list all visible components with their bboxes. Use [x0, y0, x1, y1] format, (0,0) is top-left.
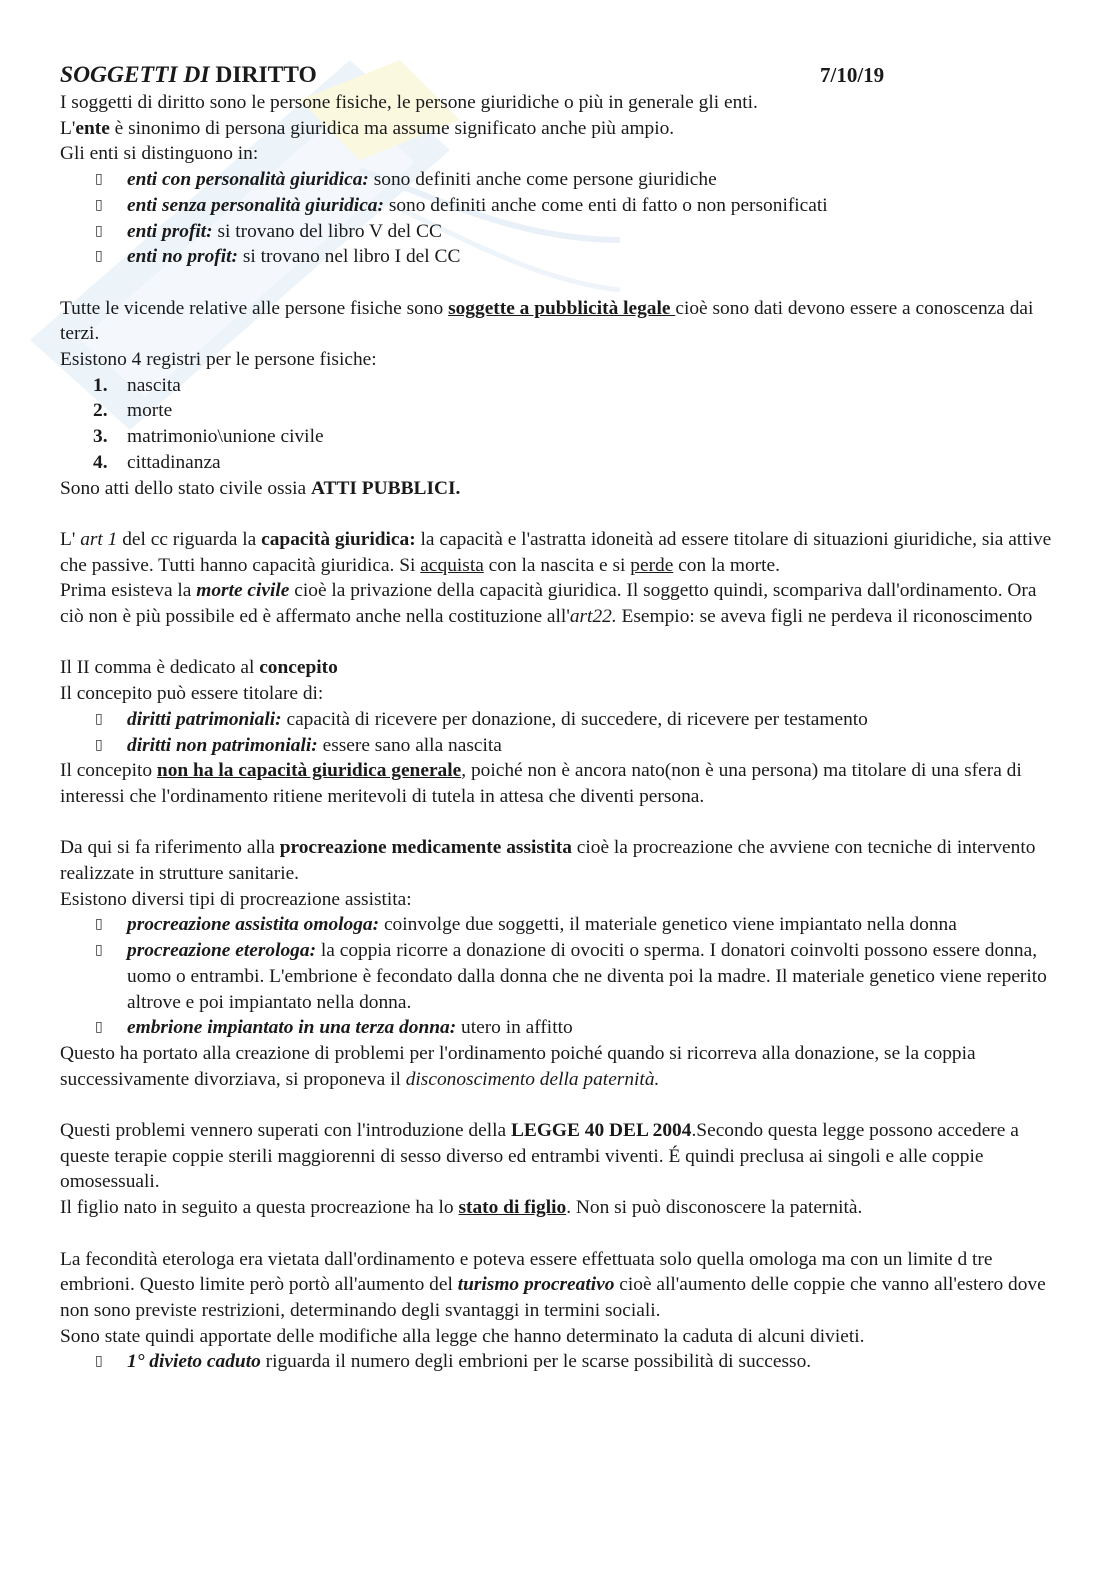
bold-term: capacità giuridica: [261, 528, 416, 550]
list-item [60, 424, 1055, 450]
bullet-marker-icon: ▯ [95, 171, 103, 188]
spacer [60, 501, 1055, 527]
text-run: cioè la privazione della capacità giuridica. Il soggetto quindi, scompariva dall'ordinamento. Ora ciò non è più possibile ed è affermato anche nella costituzione all' [60, 580, 1037, 628]
paragraph: Sono state quindi apportate delle modifiche alla legge che hanno determinato la caduta di alcuni divieti. [60, 1325, 865, 1347]
list-text: matrimonio\unione civile [127, 426, 324, 448]
bold-term: procreazione medicamente assistita [279, 837, 572, 859]
bullet-marker-icon: ▯ [95, 736, 103, 753]
paragraph: Il concepito può essere titolare di: [60, 683, 324, 705]
bullet-marker-icon: ▯ [95, 222, 103, 239]
bold-underlined-term: non ha la capacità giuridica generale [156, 760, 462, 782]
list-text: si trovano del libro V del CC [212, 220, 442, 242]
list-number: 3. [93, 426, 108, 448]
list-number: 1. [93, 374, 108, 396]
bullet-marker-icon: ▯ [95, 1353, 103, 1370]
spacer [60, 1092, 1055, 1118]
text-run: Il figlio nato in seguito a questa procreazione ha lo [60, 1197, 459, 1219]
list-text: utero in affitto [456, 1017, 573, 1039]
text-run: .Secondo questa legge possono accedere a queste terapie coppie sterili maggiorenni di sesso diverso ed entrambi viventi. É quindi preclusa ai singoli e alle coppie omosessuali. [60, 1120, 1019, 1193]
bullet-list [60, 912, 1055, 1041]
paragraph [60, 116, 1055, 142]
italic-term: disconoscimento della paternità. [405, 1068, 660, 1090]
list-item [60, 167, 1055, 193]
text-run: cioè all'aumento delle coppie che vanno all'estero dove non sono previste restrizioni, determinando degli svantaggi in termini sociali. [60, 1274, 1046, 1321]
list-item [60, 912, 1055, 938]
list-item [60, 707, 1055, 733]
text-run: Tutte le vicende relative alle persone fisiche sono [60, 297, 449, 319]
title-italic: SOGGETTI DI [60, 62, 210, 88]
paragraph: Esistono 4 registri per le persone fisiche: [60, 349, 377, 371]
bullet-list [60, 707, 1055, 758]
list-text: si trovano nel libro I del CC [237, 246, 461, 268]
bold-term: ente [75, 117, 110, 139]
list-term: procreazione eterologa: [127, 940, 317, 962]
text-run: la capacità e l'astratta idoneità ad essere titolare di situazioni giuridiche, sia attive che passive. Tutti hanno capacità giuridica. Si [60, 528, 1052, 576]
paragraph [60, 1195, 1055, 1221]
spacer [60, 270, 1055, 296]
paragraph: Esistono diversi tipi di procreazione assistita: [60, 888, 412, 910]
bullet-list [60, 167, 1055, 270]
document-page [60, 60, 1055, 1375]
text-run: Questi problemi vennero superati con l'introduzione della [60, 1120, 511, 1142]
paragraph [60, 835, 1055, 886]
page-title [60, 62, 317, 88]
spacer [60, 630, 1055, 656]
italic-term: art22. [569, 606, 617, 628]
paragraph [60, 1247, 1055, 1324]
list-item [60, 244, 1055, 270]
bullet-list [60, 1349, 1055, 1375]
text-run: , poiché non è ancora nato(non è una persona) ma titolare di una sfera di interessi che l'ordinamento ritiene meritevoli di tutela in attesa che diventi persona. [60, 760, 1022, 807]
list-item [60, 1349, 1055, 1375]
list-text: capacità di ricevere per donazione, di succedere, di ricevere per testamento [281, 708, 868, 730]
paragraph [60, 296, 1055, 347]
bold-term: LEGGE 40 DEL 2004 [510, 1120, 692, 1142]
spacer [60, 1221, 1055, 1247]
list-item [60, 1015, 1055, 1041]
text-run: Questo ha portato alla creazione di problemi per l'ordinamento poiché quando si ricorreva alla donazione, se la coppia successivamente divorziava, si proponeva il [60, 1042, 976, 1090]
paragraph: Gli enti si distinguono in: [60, 143, 259, 165]
bullet-marker-icon: ▯ [95, 196, 103, 213]
list-term: enti profit: [127, 220, 213, 242]
list-text: essere sano alla nascita [317, 734, 502, 756]
bullet-marker-icon: ▯ [95, 1019, 103, 1036]
list-term: procreazione assistita omologa: [127, 914, 380, 936]
bullet-marker-icon: ▯ [95, 942, 103, 959]
underlined-term: perde [630, 554, 674, 576]
bold-term: ATTI PUBBLICI. [310, 477, 461, 499]
list-term: diritti non patrimoniali: [127, 734, 318, 756]
list-text: morte [127, 400, 173, 422]
list-text: riguarda il numero degli embrioni per le scarse possibilità di successo. [260, 1351, 812, 1373]
paragraph [60, 655, 1055, 681]
text-run: L' [60, 117, 76, 139]
title-rest: DIRITTO [215, 62, 317, 88]
list-term: 1° divieto caduto [127, 1351, 261, 1373]
list-text: sono definiti anche come enti di fatto o non personificati [383, 194, 828, 216]
list-item [60, 450, 1055, 476]
paragraph [60, 476, 1055, 502]
text-run: Prima esisteva la [60, 580, 197, 602]
numbered-list [60, 373, 1055, 476]
bullet-marker-icon: ▯ [95, 710, 103, 727]
italic-term: art 1 [80, 528, 118, 550]
text-run: Esempio: se aveva figli ne perdeva il riconoscimento [616, 606, 1033, 628]
list-item [60, 373, 1055, 399]
text-run: L' [60, 528, 81, 550]
text-run: cioè la procreazione che avviene con tecniche di intervento realizzate in strutture sanitarie. [60, 837, 1036, 885]
paragraph [60, 578, 1055, 629]
list-term: enti con personalità giuridica: [127, 169, 369, 191]
list-item [60, 938, 1055, 1015]
list-text: sono definiti anche come persone giuridiche [368, 169, 717, 191]
bold-term: concepito [259, 657, 338, 679]
paragraph [60, 1118, 1055, 1195]
text-run: Da qui si fa riferimento alla [60, 837, 280, 859]
paragraph [60, 1041, 1055, 1092]
paragraph [60, 527, 1055, 578]
list-text: cittadinanza [127, 451, 221, 473]
list-term: diritti patrimoniali: [127, 708, 282, 730]
text-run: La fecondità eterologa era vietata dall'ordinamento e poteva essere effettuata solo quella omologa ma con un limite d tre embrioni. Questo limite però portò all'aumento del [60, 1248, 993, 1296]
text-run: Il concepito [60, 760, 157, 782]
list-text: la coppia ricorre a donazione di ovociti o sperma. I donatori coinvolti possono essere donna, uomo o entrambi. L'embrione è fecondato dalla donna che ne diventa poi la madre. Il materiale genetico viene reperito altrove e poi impiantato nella donna. [127, 940, 1047, 1013]
bullet-marker-icon: ▯ [95, 248, 103, 265]
list-text: coinvolge due soggetti, il materiale genetico viene impiantato nella donna [379, 914, 957, 936]
bold-italic-term: turismo procreativo [457, 1274, 615, 1296]
paragraph: I soggetti di diritto sono le persone fisiche, le persone giuridiche o più in generale gli enti. [60, 92, 758, 113]
text-run: Il II comma è dedicato al [60, 657, 260, 679]
list-item [60, 219, 1055, 245]
text-run: con la nascita e si [483, 554, 631, 576]
list-number: 4. [93, 451, 108, 473]
document-date: 7/10/19 [820, 63, 885, 87]
list-text: nascita [127, 374, 181, 396]
list-term: embrione impiantato in una terza donna: [127, 1017, 457, 1039]
text-run: con la morte. [673, 554, 780, 576]
paragraph [60, 758, 1055, 809]
header-row [60, 60, 1055, 90]
list-item [60, 733, 1055, 759]
text-run: . Non si può disconoscere la paternità. [566, 1197, 863, 1219]
underlined-term: acquista [420, 554, 484, 576]
bullet-marker-icon: ▯ [95, 916, 103, 933]
list-term: enti no profit: [127, 246, 238, 268]
spacer [60, 810, 1055, 836]
bold-italic-term: morte civile [196, 580, 290, 602]
list-number: 2. [93, 400, 108, 422]
text-run: Sono atti dello stato civile ossia [60, 477, 311, 499]
text-run: del cc riguarda la [117, 528, 262, 550]
text-run: cioè sono dati devono essere a conoscenza dai terzi. [60, 297, 1034, 345]
bold-underlined-term: stato di figlio [458, 1197, 567, 1219]
list-term: enti senza personalità giuridica: [127, 194, 384, 216]
bold-underlined-term: soggette a pubblicità legale [448, 297, 676, 319]
text-run: è sinonimo di persona giuridica ma assume significato anche più ampio. [109, 117, 675, 139]
list-item [60, 193, 1055, 219]
list-item [60, 398, 1055, 424]
